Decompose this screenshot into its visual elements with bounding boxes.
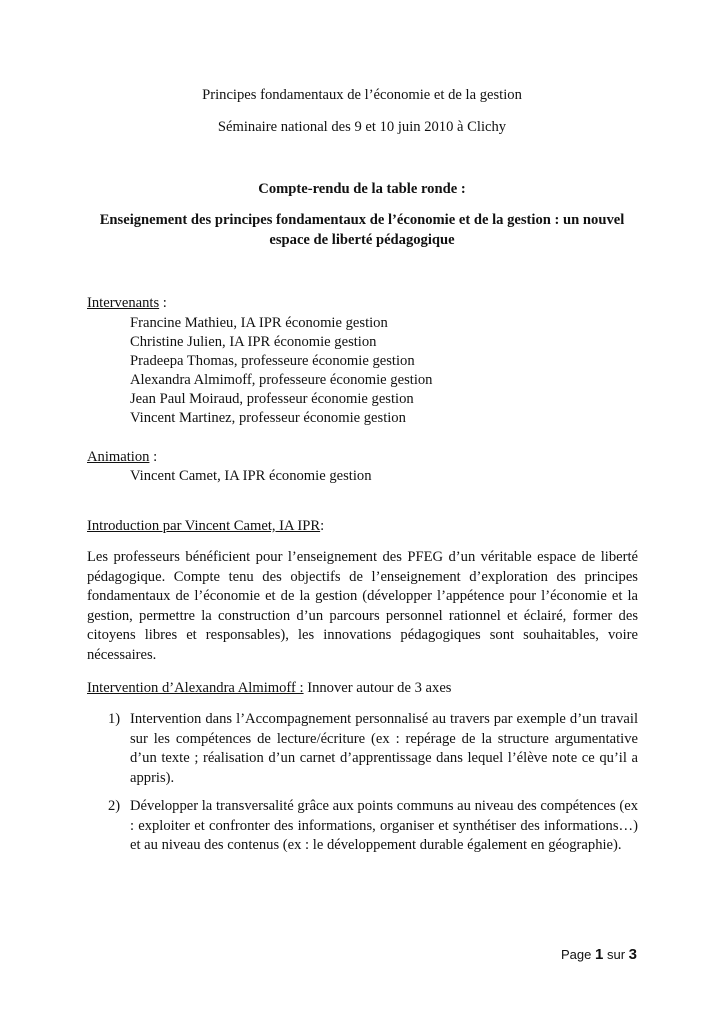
animation-heading <box>87 448 157 468</box>
page-footer <box>561 946 637 963</box>
introduction-suffix: : <box>320 518 325 534</box>
animation-label: Animation <box>87 449 150 465</box>
intervenant-item: Pradeepa Thomas, professeure économie gestion <box>130 353 415 369</box>
intervention-label: Intervention d’Alexandra Almimoff : <box>87 680 304 696</box>
list-item-text: Développer la transversalité grâce aux points communs au niveau des compétences (ex : exploiter et confronter des informations, organiser et synthétiser des informations…) et au niveau des contenus (ex : le développement durable également en géographie). <box>130 798 638 854</box>
intervenant-item: Alexandra Almimoff, professeure économie gestion <box>130 372 433 388</box>
list-item-text: Intervention dans l’Accompagnement personnalisé au travers par exemple d’un travail sur les compétences de lecture/écriture (ex : repérage de la structure argumentative d’un texte ; réalisation d’un carnet d’apprentissage dans lequel l’élève note ce qu’il a appris). <box>130 711 638 786</box>
list-item <box>108 710 638 790</box>
footer-page-number: 1 <box>595 946 604 963</box>
intervenants-label: Intervenants <box>87 295 160 311</box>
introduction-label: Introduction par Vincent Camet, IA IPR <box>87 518 321 534</box>
footer-page-word: Page <box>561 947 592 962</box>
animation-person: Vincent Camet, IA IPR économie gestion <box>130 468 372 484</box>
introduction-heading <box>87 517 324 537</box>
footer-total-pages: 3 <box>628 946 637 963</box>
intervenant-item: Christine Julien, IA IPR économie gestion <box>130 334 377 350</box>
intervenants-heading <box>87 294 167 314</box>
title-heading: Compte-rendu de la table ronde : <box>258 181 466 197</box>
introduction-paragraph: Les professeurs bénéficient pour l’enseignement des PFEG d’un véritable espace de liberté pédagogique. Compte tenu des objectifs de l’enseignement d’exploration des principes fondamentaux de l’économie et de la gestion (développer l’appétence pour l’économie et la gestion, permettre la construction d’un parcours personnel rationnel et éclairé, former des citoyens libres et responsables), les innovations pédagogiques sont souhaitables, voire nécessaires. <box>87 549 638 663</box>
header-line-1: Principes fondamentaux de l’économie et de la gestion <box>202 87 522 103</box>
intervenant-item: Francine Mathieu, IA IPR économie gestion <box>130 315 388 331</box>
intervenant-item: Vincent Martinez, professeur économie gestion <box>130 410 406 426</box>
intervention-suffix: Innover autour de 3 axes <box>303 680 452 696</box>
intervenants-suffix: : <box>159 295 167 311</box>
header-line-2: Séminaire national des 9 et 10 juin 2010 à Clichy <box>217 119 507 135</box>
intervention-heading <box>87 679 451 699</box>
title-subtitle-line-1: Enseignement des principes fondamentaux de l’économie et de la gestion : un nouvel <box>99 212 625 228</box>
list-item-number: 1) <box>108 711 121 727</box>
intervenant-item: Jean Paul Moiraud, professeur économie gestion <box>130 391 414 407</box>
list-item <box>108 797 638 877</box>
title-subtitle-line-2: espace de liberté pédagogique <box>269 232 455 248</box>
footer-of-word: sur <box>606 947 626 962</box>
list-item-number: 2) <box>108 798 121 814</box>
animation-suffix: : <box>149 449 158 465</box>
